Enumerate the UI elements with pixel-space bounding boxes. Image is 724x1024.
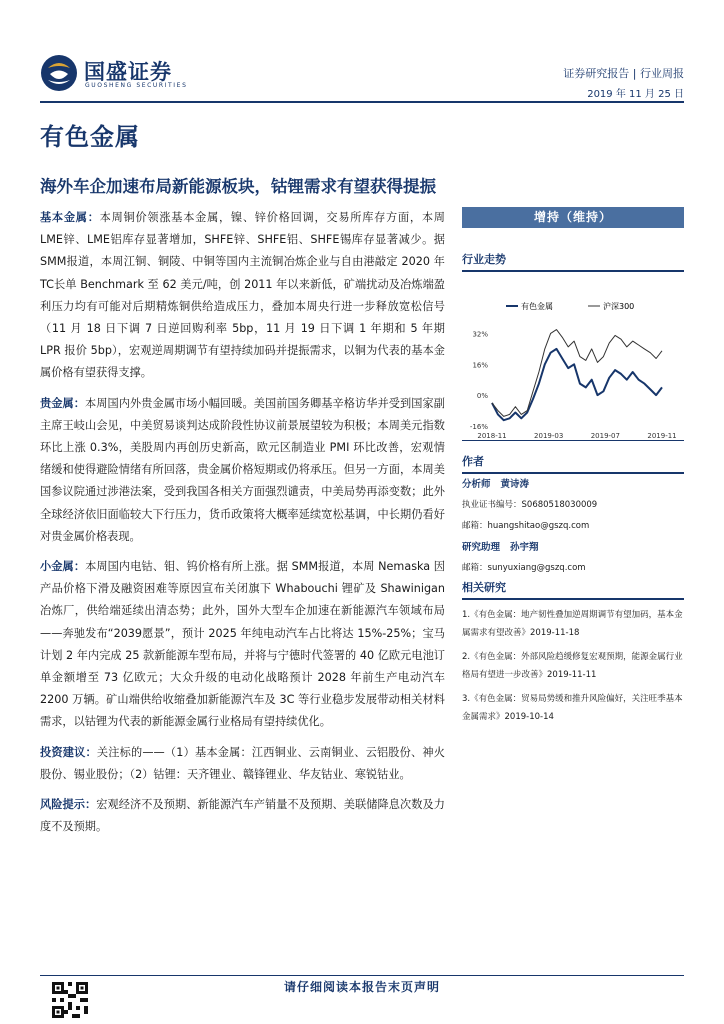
company-logo [40, 54, 210, 94]
trend-bottom-rule [462, 440, 684, 441]
trend-chart-svg [462, 280, 684, 440]
analyst-row [462, 474, 684, 495]
logo-name: 国盛证券 [84, 60, 172, 84]
analyst-email[interactable]: huangshitao@gszq.com [487, 521, 590, 531]
assistant-email-label: 邮箱： [462, 563, 488, 573]
section-text: 宏观经济不及预期、新能源汽车产销量不及预期、美联储降息次数及力度不及预期。 [40, 798, 445, 834]
related-report-2[interactable]: 2.《有色金属：外部风险趋缓修复宏观预期，能源金属行业格局有望进一步改善》2019-11-11 [462, 652, 683, 680]
analyst-email-row [462, 516, 684, 537]
section-text: 关注标的——（1）基本金属：江西铜业、云南铜业、云铝股份、神火股份、锡业股份；（2）钴锂：天齐锂业、赣锋锂业、华友钴业、寒锐钴业。 [40, 745, 445, 781]
y-tick-label: 16% [472, 361, 488, 370]
section-label: 贵金属： [40, 396, 86, 410]
section-base-metals [40, 207, 445, 385]
legend-index: 沪深300 [603, 302, 635, 311]
section-minor-metals [40, 556, 445, 734]
sidebar [462, 207, 684, 726]
related-title: 相关研究 [462, 579, 684, 600]
x-tick-label: 2019-03 [534, 432, 564, 440]
section-risk-warning [40, 794, 445, 838]
logo-english: GUOSHENG SECURITIES [85, 82, 188, 89]
industry-title: 有色金属 [40, 123, 140, 151]
y-tick-label: -16% [469, 423, 488, 431]
x-tick-label: 2019-11 [647, 432, 677, 440]
analyst-cert: S0680518030009 [521, 500, 598, 510]
assistant-email-row [462, 558, 684, 579]
header-divider [40, 101, 684, 103]
assistant-email[interactable]: sunyuxiang@gszq.com [487, 563, 586, 573]
section-investment-advice [40, 742, 445, 786]
x-tick-label: 2018-11 [477, 432, 507, 440]
analyst-email-label: 邮箱： [462, 521, 488, 531]
related-report-1[interactable]: 1.《有色金属：地产韧性叠加逆周期调节有望加码，基本金属需求有望改善》2019-11-18 [462, 610, 683, 638]
section-text: 本周国内外贵金属市场小幅回暖。美国前国务卿基辛格访华并受到国家副主席王岐山会见，中美贸易谈判达成阶段性协议前景展望较为积极；本周美元指数环比上涨 0.3%，美股周内再创历史新高，欧元区制造业 PMI 环比改善，宏观情绪缓和使得避险情绪有所回落，贵金属价格短期或仍将承压。但另一方面，本周美国参议院通过涉港法案，受到我国各相关方面强烈谴责，中美局势再添变数；此外全球经济依旧面临较大下行压力，货币政策将大概率延续宽松基调，中长期仍看好对贵金属价格表现。 [40, 396, 445, 543]
section-precious-metals [40, 393, 445, 548]
assistant-row [462, 537, 684, 558]
assistant-role: 研究助理 [462, 542, 501, 553]
analyst-name: 黄诗涛 [500, 479, 529, 490]
report-headline: 海外车企加速布局新能源板块，钴锂需求有望获得提振 [40, 177, 436, 196]
trend-chart [462, 280, 684, 440]
analyst-role: 分析师 [462, 479, 491, 490]
section-text: 本周国内电钴、钼、钨价格有所上涨。据 SMM报道，本周 Nemaska 因产品价格下滑及融资困难等原因宣布关闭旗下 Whabouchi 锂矿及 Shawinigan 冶炼厂，供给端延续出清态势；此外，国外大型车企加速在新能源汽车领域布局——奔驰发布“2039愿景”，预计 2025 年纯电动汽车占比将达 15%-25%；宝马计划 2 年内完成 25 款新能源车型布局，并将与宁德时代签署的 40 亿欧元电池订单金额增至 73 亿欧元；大众升级的电动化战略预计 2028 年前生产电动汽车 2200 万辆。矿山端供给收缩叠加新能源汽车及 3C 等行业稳步发展带动相关材料需求，以钴锂为代表的新能源金属行业格局有望持续优化。 [40, 560, 445, 729]
footer-disclaimer: 请仔细阅读本报告末页声明 [283, 980, 440, 994]
y-tick-label: 0% [476, 392, 488, 401]
guosheng-logo-icon [40, 54, 78, 92]
analyst-cert-row [462, 495, 684, 516]
main-content [40, 207, 445, 846]
x-tick-label: 2019-07 [590, 432, 620, 440]
footer-divider [40, 975, 684, 976]
report-date: 2019 年 11 月 25 日 [587, 89, 684, 100]
section-label: 基本金属： [40, 211, 100, 224]
analyst-cert-label: 执业证书编号： [462, 500, 522, 510]
y-tick-label: 32% [472, 330, 488, 339]
assistant-name: 孙宇翔 [509, 542, 539, 553]
rating-badge: 增持（维持） [462, 207, 684, 228]
section-text: 本周铜价领涨基本金属，镍、锌价格回调，交易所库存方面，本周 LME锌、LME铝库存显著增加，SHFE锌、SHFE铝、SHFE锡库存显著减少。据 SMM报道，本周江铜、铜陵、中铜等国内主流铜冶炼企业与自由港敲定 2020 年 TC长单 Benchmark 至 62 美元/吨，创 2011 年以来新低，矿端扰动及冶炼端盈利压力均有可能对后期精炼铜供给造成压力，叠加本周央行进一步释放宽松信号（11 月 18 日下调 7 日逆回购利率 5bp，11 月 19 日下调 1 年期和 5 年期 LPR 报价 5bp），宏观逆周期调节有望持续加码并提振需求，以铜为代表的基本金属价格有望获得支撑。 [40, 211, 445, 380]
legend-sector: 有色金属 [521, 302, 553, 311]
section-label: 投资建议： [40, 745, 97, 759]
section-label: 风险提示： [40, 798, 97, 812]
report-type: 证券研究报告 | 行业周报 [563, 67, 684, 80]
section-label: 小金属： [40, 560, 86, 574]
related-report-3[interactable]: 3.《有色金属：贸易局势缓和推升风险偏好，关注旺季基本金属需求》2019-10-14 [462, 694, 683, 722]
author-title: 作者 [462, 453, 684, 474]
trend-title: 行业走势 [462, 251, 684, 272]
